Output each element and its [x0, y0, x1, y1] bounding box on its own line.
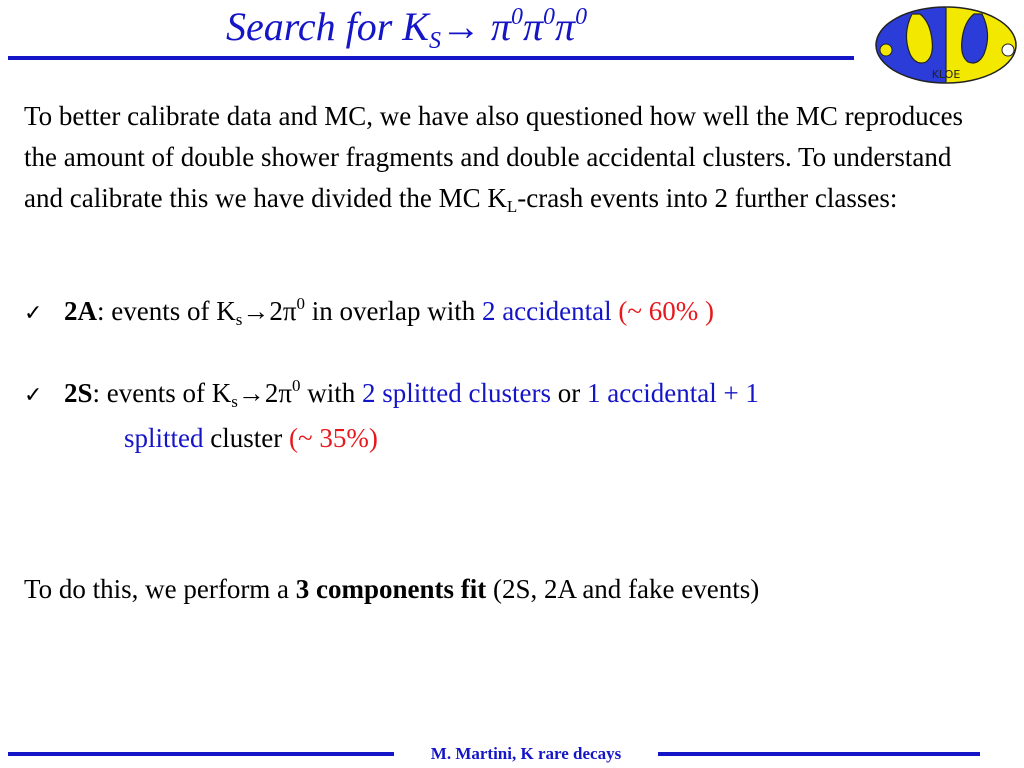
- slide-title: Search for $K_S\to \pi^0\pi^0\pi^0$: [226, 4, 588, 54]
- title-underline: [8, 56, 854, 60]
- bullet-2s: ✓ 2S: events of $K_s\to 2\pi^0$ with 2 splitted clusters or 1 accidental + 1 splitted cluster (~ 35%): [24, 376, 759, 453]
- kloe-logo: [872, 4, 1020, 86]
- intro-paragraph: To better calibrate data and MC, we have also questioned how well the MC reproduces the amount of double shower fragments and double accidental clusters. To understand and calibrate this we have divided the MC $K_L$-crash events into 2 further classes:: [24, 101, 964, 216]
- checkmark-icon: ✓: [24, 301, 43, 326]
- footer-rule-left: [8, 752, 394, 756]
- bullet-2a: ✓ 2A: events of $K_s\to 2\pi^0$ in overlap with 2 accidental (~ 60% ): [24, 290, 994, 335]
- footer-rule-right: [658, 752, 980, 756]
- fit-summary-line: To do this, we perform a 3 components fit (2S, 2A and fake events): [24, 574, 760, 604]
- footer-author: M. Martini, K rare decays: [430, 744, 622, 763]
- checkmark-icon: ✓: [24, 383, 43, 408]
- svg-text:KLOE: KLOE: [931, 68, 961, 81]
